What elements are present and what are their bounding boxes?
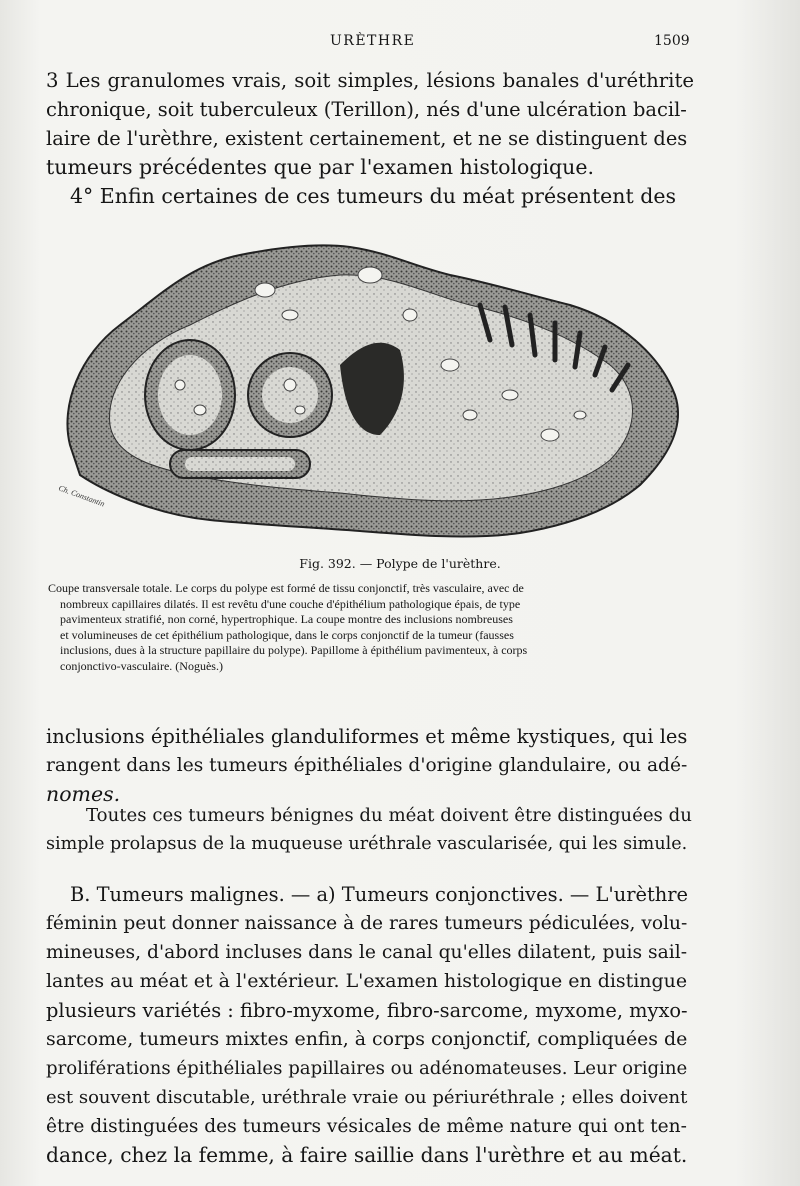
text-line: chronique, soit tuberculeux (Terillon), nés d'une ulcération bacil- (46, 98, 687, 121)
text-line: dance, chez la femme, à faire saillie dans l'urèthre et au méat. (46, 1143, 688, 1167)
paragraph-prolapsus (46, 801, 694, 859)
inclusion-core (262, 367, 318, 423)
text-line: rangent dans les tumeurs épithéliales d'origine glandulaire, ou adé- (46, 755, 688, 776)
running-header (0, 33, 800, 53)
polyp-illustration (50, 235, 690, 545)
caption-line: inclusions, dues à la structure papillaire du polype). Papillome à épithélium pavimenteux, à corps (60, 643, 528, 658)
text-line: 4° Enfin certaines de ces tumeurs du méat présentent des (70, 184, 677, 208)
section-heading-line: B. Tumeurs malignes. — a) Tumeurs conjonctives. — L'urèthre (70, 883, 689, 906)
text-line: être distinguées des tumeurs vésicales de même nature qui ont ten- (46, 1116, 687, 1137)
paragraph-granulomes (46, 66, 694, 211)
text-line: lantes au méat et à l'extérieur. L'examen histologique en distingue (46, 970, 688, 992)
text-line: plusieurs variétés : fibro-myxome, fibro-sarcome, myxome, myxo- (46, 999, 688, 1022)
caption-line: et volumineuses de cet épithélium pathologique, dans le corps conjonctif de la tumeur (fausses (60, 627, 514, 642)
caption-line: nombreux capillaires dilatés. Il est revêtu d'une couche d'épithélium pathologique épais, de type (60, 596, 521, 611)
caption-line: conjonctivo-vasculaire. (Noguès.) (60, 658, 223, 673)
inclusion-core (158, 355, 222, 435)
figure-caption (48, 581, 696, 675)
text-line: nomes. (46, 782, 121, 806)
text-line: proliférations épithéliales papillaires ou adénomateuses. Leur origine (46, 1058, 688, 1079)
text-line: Toutes ces tumeurs bénignes du méat doivent être distinguées du (86, 805, 692, 826)
text-line: laire de l'urèthre, existent certainement, et ne se distinguent des (46, 127, 688, 150)
paragraph-tumeurs-malignes (46, 880, 694, 1170)
text-line: mineuses, d'abord incluses dans le canal qu'elles dilatent, puis sail- (46, 942, 688, 963)
artist-signature: Ch. Constantin (57, 483, 106, 509)
caption-line: pavimenteux stratifié, non corné, hypertrophique. La coupe montre des inclusions nombreuses (60, 612, 513, 627)
page-number: 1509 (654, 33, 690, 49)
paragraph-inclusions (46, 722, 694, 809)
text-line: féminin peut donner naissance à de rares tumeurs pédiculées, volu- (46, 913, 688, 934)
text-line: 3 Les granulomes vrais, soit simples, lésions banales d'uréthrite (46, 69, 694, 92)
figure-label: Fig. 392. — Polype de l'urèthre. (299, 556, 501, 571)
text-line: simple prolapsus de la muqueuse uréthrale vascularisée, qui les simule. (46, 834, 688, 854)
text-line: inclusions épithéliales glanduliformes et même kystiques, qui les (46, 725, 688, 748)
text-line: sarcome, tumeurs mixtes enfin, à corps conjonctif, compliquées de (46, 1028, 688, 1050)
running-title: URÈTHRE (330, 33, 416, 49)
text-line: tumeurs précédentes que par l'examen histologique. (46, 155, 595, 179)
caption-line: Coupe transversale totale. Le corps du polype est formé de tissu conjonctif, très vasculaire, avec de (48, 581, 524, 595)
text-line: est souvent discutable, uréthrale vraie ou périuréthrale ; elles doivent (46, 1087, 688, 1108)
inclusion-core (185, 457, 295, 471)
